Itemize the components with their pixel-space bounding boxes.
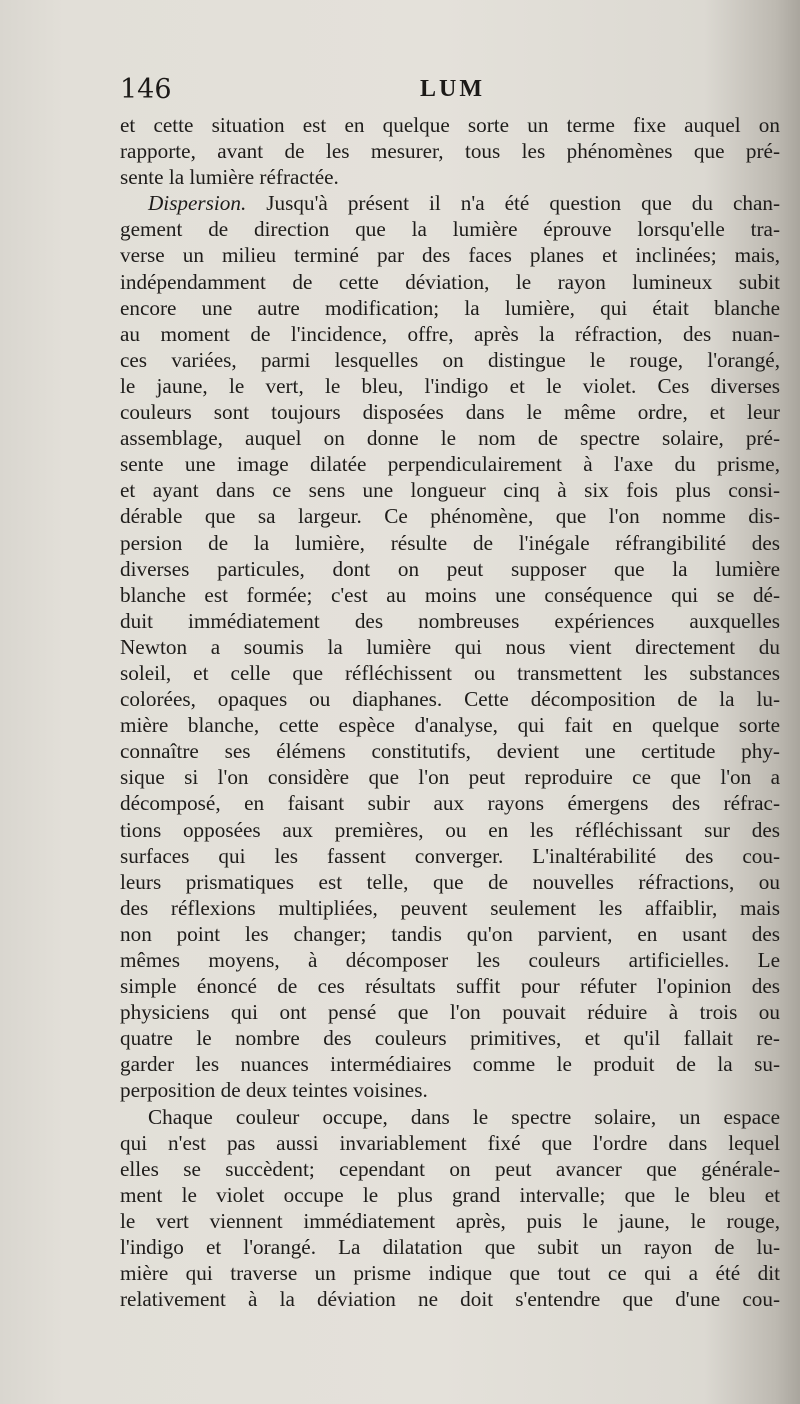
text-line: connaître ses élémens constitutifs, devient une certitude phy- [120,739,780,764]
text-line: le vert viennent immédiatement après, puis le jaune, le rouge, [120,1208,780,1233]
text-line: ces variées, parmi lesquelles on distingue le rouge, l'orangé, [120,347,780,372]
text-line: mière qui traverse un prisme indique que tout ce qui a été dit [120,1261,780,1286]
text-line: surfaces qui les fassent converger. L'inaltérabilité des cou- [120,843,780,868]
text-line-rest: Jusqu'à présent il n'a été question que du chan- [246,191,780,216]
text-line: décomposé, en faisant subir aux rayons émergens des réfrac- [120,791,780,816]
text-line: garder les nuances intermédiaires comme le produit de la su- [120,1052,780,1077]
text-line: couleurs sont toujours disposées dans le même ordre, et leur [120,400,780,425]
body-text [120,112,780,1312]
text-line: rapporte, avant de les mesurer, tous les phénomènes que pré- [120,139,780,164]
text-line: gement de direction que la lumière éprouve lorsqu'elle tra- [120,217,780,242]
text-line: sente la lumière réfractée. [120,165,339,190]
text-line: au moment de l'incidence, offre, après la réfraction, des nuan- [120,321,780,346]
text-line: persion de la lumière, résulte de l'inégale réfrangibilité des [120,530,780,555]
text-line: mêmes moyens, à décomposer les couleurs artificielles. Le [120,948,780,972]
text-line: diverses particules, dont on peut supposer que la lumière [120,556,780,581]
text-line: colorées, opaques ou diaphanes. Cette décomposition de la lu- [120,687,780,712]
page-number: 146 [120,74,172,105]
text-line: soleil, et celle que réfléchissent ou transmettent les substances [120,660,780,685]
text-line: duit immédiatement des nombreuses expériences auxquelles [120,608,780,633]
text-line: physiciens qui ont pensé que l'on pouvait réduire à trois ou [120,1000,780,1025]
text-line: sique si l'on considère que l'on peut reproduire ce que l'on a [120,765,780,790]
text-line: elles se succèdent; cependant on peut avancer que générale- [120,1156,780,1181]
text-line: simple énoncé de ces résultats suffit pour réfuter l'opinion des [120,974,780,999]
text-line: verse un milieu terminé par des faces planes et inclinées; mais, [120,243,780,268]
text-line: sente une image dilatée perpendiculairement à l'axe du prisme, [120,452,780,477]
text-line: l'indigo et l'orangé. La dilatation que subit un rayon de lu- [120,1235,780,1260]
text-line [120,190,780,216]
text-line: et cette situation est en quelque sorte un terme fixe auquel on [120,113,780,137]
text-line: dérable que sa largeur. Ce phénomène, que l'on nomme dis- [120,504,780,529]
text-line: ment le violet occupe le plus grand intervalle; que le bleu et [120,1182,780,1207]
text-line: non point les changer; tandis qu'on parvient, en usant des [120,921,780,946]
text-line: perposition de deux teintes voisines. [120,1078,428,1103]
text-line: tions opposées aux premières, ou en les réfléchissant sur des [120,817,780,842]
text-line: Chaque couleur occupe, dans le spectre solaire, un espace [148,1104,780,1129]
text-line: mière blanche, cette espèce d'analyse, qui fait en quelque sorte [120,713,780,738]
text-line: et ayant dans ce sens une longueur cinq à six fois plus consi- [120,478,780,503]
text-line: quatre le nombre des couleurs primitives, et qu'il fallait re- [120,1026,780,1051]
text-line: relativement à la déviation ne doit s'entendre que d'une cou- [120,1287,780,1312]
text-line: qui n'est pas aussi invariablement fixé que l'ordre dans lequel [120,1130,780,1155]
text-line: leurs prismatiques est telle, que de nouvelles réfractions, ou [120,869,780,894]
text-line: indépendamment de cette déviation, le rayon lumineux subit [120,269,780,294]
text-line: assemblage, auquel on donne le nom de spectre solaire, pré- [120,426,780,451]
text-line: blanche est formée; c'est au moins une conséquence qui se dé- [120,582,780,607]
text-line: Newton a soumis la lumière qui nous vient directement du [120,634,780,659]
page-header [120,74,780,110]
text-line: encore une autre modification; la lumière, qui était blanche [120,295,780,320]
running-head: LUM [420,76,485,102]
text-line: le jaune, le vert, le bleu, l'indigo et le violet. Ces diverses [120,373,780,398]
text-line: des réflexions multipliées, peuvent seulement les affaiblir, mais [120,895,780,920]
section-lead: Dispersion. [148,191,247,216]
